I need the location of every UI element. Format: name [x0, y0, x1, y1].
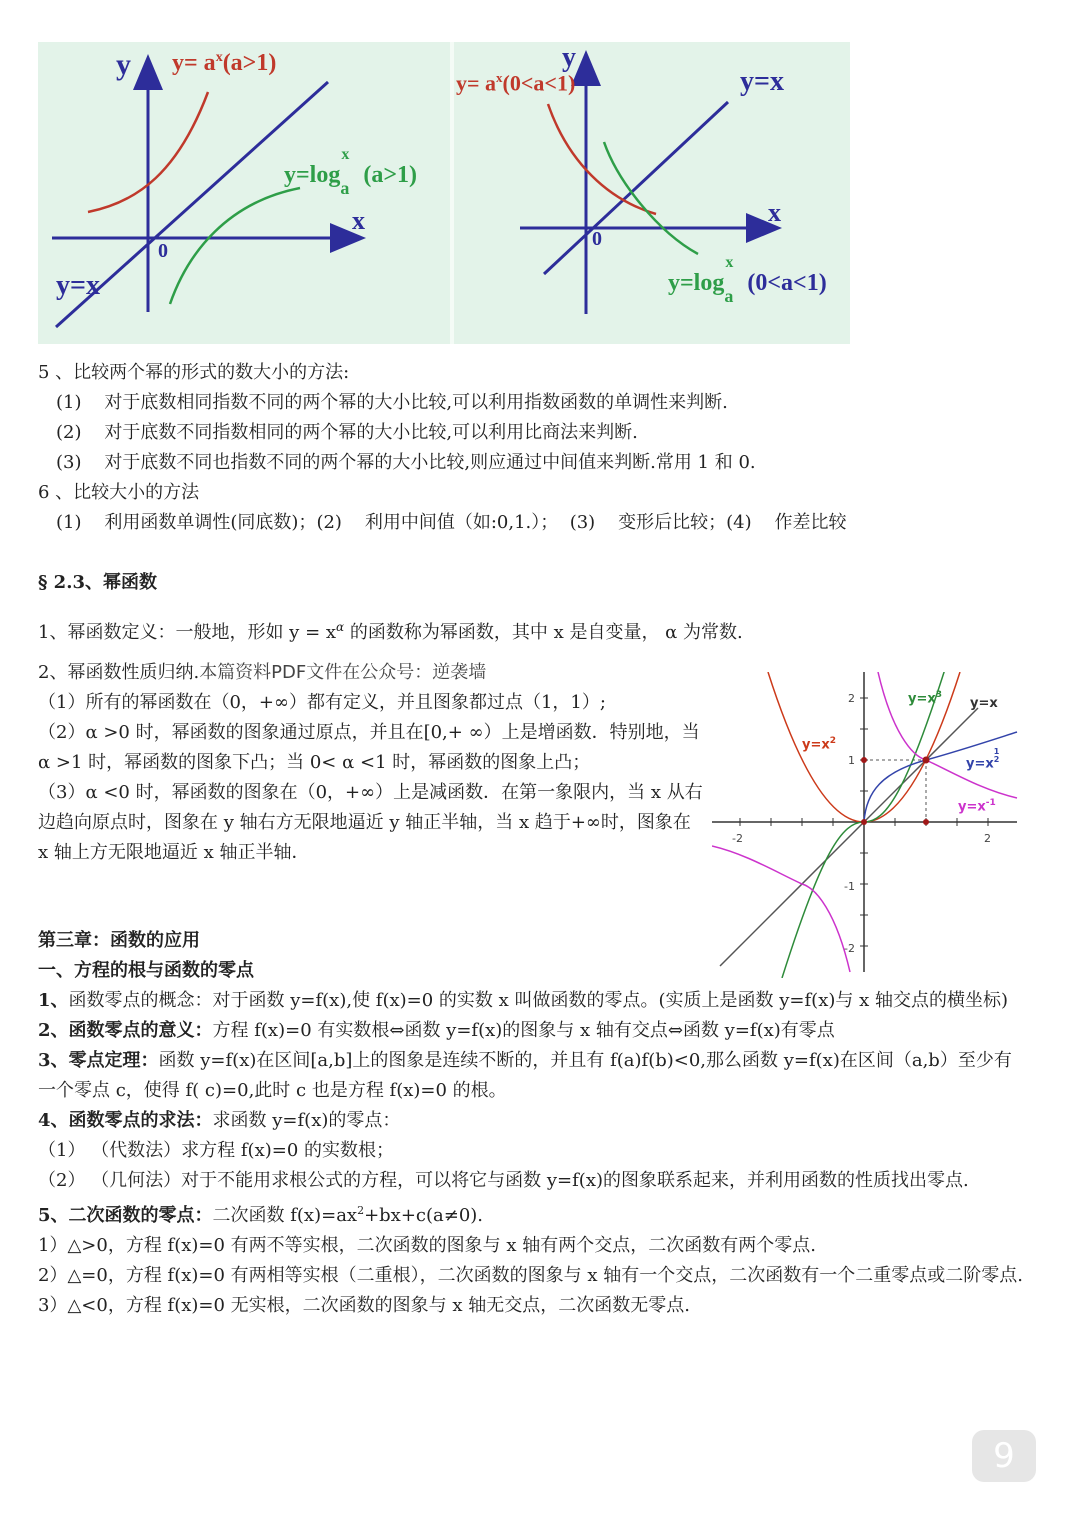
chapter3-title: 第三章：函数的应用 [38, 930, 200, 951]
right-y-label: y [562, 42, 576, 73]
chapter3-body [38, 986, 1028, 1321]
zero-theorem: 3、零点定理：函数 y=f(x)在区间[a,b]上的图象是连续不断的，并且有 f(a)f(b)<0,那么函数 y=f(x)在区间（a,b）至少有一个零点 c，使得 f( c)=0,此时 c 也是方程 f(x)=0 的根。 [38, 1050, 1012, 1101]
right-exp-label: $y= a^x(0<a<1)$ [456, 70, 576, 96]
section6-items: (1) 利用函数单调性(同底数)；(2) 利用中间值（如:0,1.）； (3) 变形后比较；(4) 作差比较 [56, 512, 847, 533]
zero-methods: 4、函数零点的求法：求函数 y=f(x)的零点： [38, 1110, 401, 1131]
right-origin-label: 0 [592, 228, 602, 250]
left-exp-label: $y= a^x(a>1)$ [172, 50, 277, 76]
power-props-title: 2、幂函数性质归纳.本篇资料PDF文件在公众号：逆袭墙 [38, 662, 487, 683]
power-prop-1: （1）所有的幂函数在（0，+∞）都有定义，并且图象都过点（1，1）; [38, 692, 606, 713]
quadratic-case-2: 2）△=0，方程 f(x)=0 有两相等实根（二重根），二次函数的图象与 x 轴有一个交点，二次函数有一个二重零点或二阶零点. [38, 1265, 1023, 1286]
power-graph-svg [712, 672, 1022, 978]
pg-identity-line [720, 708, 978, 966]
pdf-note: 本篇资料PDF文件在公众号：逆袭墙 [199, 662, 487, 683]
pg-tick-x-pos2: 2 [984, 832, 991, 845]
power-heading: § 2.3、幂函数 [38, 572, 157, 593]
quadratic-case-1: 1）△>0，方程 f(x)=0 有两不等实根，二次函数的图象与 x 轴有两个交点，二次函数有两个零点. [38, 1235, 816, 1256]
pg-tick-x-neg2: -2 [732, 832, 743, 845]
pg-label-sqrt: $y=x^{1 2}$ [966, 747, 1000, 772]
pg-label-inverse: $y=x^{-1}$ [958, 798, 996, 815]
right-x-label: x [768, 198, 781, 227]
power-prop-2: （2）α >0 时，幂函数的图象通过原点，并且在[0,+ ∞）上是增函数．特别地，当α >1 时，幂函数的图象下凸；当 0< α <1 时，幂函数的图象上凸； [38, 722, 700, 773]
pg-tick-y-neg2: -2 [844, 942, 855, 955]
left-y-label: y [116, 48, 131, 81]
pg-point-1-1 [923, 757, 930, 764]
left-x-label: x [352, 206, 365, 235]
pg-point-x1 [923, 819, 929, 825]
pg-point-y1 [861, 757, 867, 763]
power-properties [38, 658, 706, 868]
quadratic-zeros: 5、二次函数的零点：二次函数 $f(x)=ax^2+bx+c(a\ne 0)$. [38, 1204, 484, 1226]
right-identity-line [544, 102, 728, 274]
section6-title: 6 、比较大小的方法 [38, 482, 200, 503]
power-prop-3: （3）α <0 时，幂函数的图象在（0，+∞）上是减函数．在第一象限内，当 x 从右边趋向原点时，图象在 y 轴右方无限地逼近 y 轴正半轴，当 x 趋于+∞时，图象在 x 轴上方无限地逼近 x 轴正半轴． [38, 782, 703, 863]
section5-title: 5 、比较两个幂的形式的数大小的方法: [38, 362, 350, 383]
left-log-label: $y=\log_a^x$ (a>1) [284, 146, 418, 198]
power-function-graph [712, 672, 1022, 978]
exp-log-graphs [38, 42, 850, 344]
zero-method-1: （1） （代数法）求方程 f(x)=0 的实数根； [38, 1140, 395, 1161]
pg-label-identity: y=x [970, 696, 998, 711]
right-identity-label: y=x [740, 66, 784, 97]
pg-tick-y-neg1: -1 [844, 880, 855, 893]
left-origin-label: 0 [158, 240, 168, 262]
section5-item-1: (1) 对于底数相同指数不同的两个幂的大小比较,可以利用指数函数的单调性来判断. [56, 392, 728, 413]
pg-tick-y-pos2: 2 [848, 692, 855, 705]
page-number-badge: 9 [972, 1430, 1036, 1482]
left-identity-label: y=x [56, 270, 100, 301]
chapter3-subtitle: 一、方程的根与函数的零点 [38, 960, 254, 981]
right-log-label: $y=\log_a^x$ (0<a<1) [668, 254, 827, 306]
pg-label-cube: $y=x^3$ [908, 690, 943, 707]
pg-point-origin [861, 819, 867, 825]
pg-tick-y-pos1: 1 [848, 754, 855, 767]
zero-concept: 1、函数零点的概念：对于函数 y=f(x),使 f(x)=0 的实数 x 叫做函数的零点。(实质上是函数 y=f(x)与 x 轴交点的横坐标) [38, 990, 1008, 1011]
section5-item-2: (2) 对于底数不同指数相同的两个幂的大小比较,可以利用比商法来判断. [56, 422, 638, 443]
power-definition: 1、幂函数定义：一般地，形如 $y = x^\alpha$ 的函数称为幂函数，其中 x 是自变量， α 为常数. [38, 620, 743, 643]
right-exponential-curve [548, 104, 656, 214]
pg-inverse-curve-pos [878, 672, 1017, 798]
zero-meaning: 2、函数零点的意义：方程 f(x)=0 有实数根⇔函数 y=f(x)的图象与 x 轴有交点⇔函数 y=f(x)有零点 [38, 1020, 835, 1041]
section5-item-3: (3) 对于底数不同也指数不同的两个幂的大小比较,则应通过中间值来判断.常用 1 和 0. [56, 452, 756, 473]
pg-label-square: $y=x^2$ [802, 736, 837, 753]
quadratic-case-3: 3）△<0，方程 f(x)=0 无实根，二次函数的图象与 x 轴无交点，二次函数无零点. [38, 1295, 690, 1316]
zero-method-2: （2） （几何法）对于不能用求根公式的方程，可以将它与函数 y=f(x)的图象联系起来，并利用函数的性质找出零点. [38, 1170, 969, 1191]
